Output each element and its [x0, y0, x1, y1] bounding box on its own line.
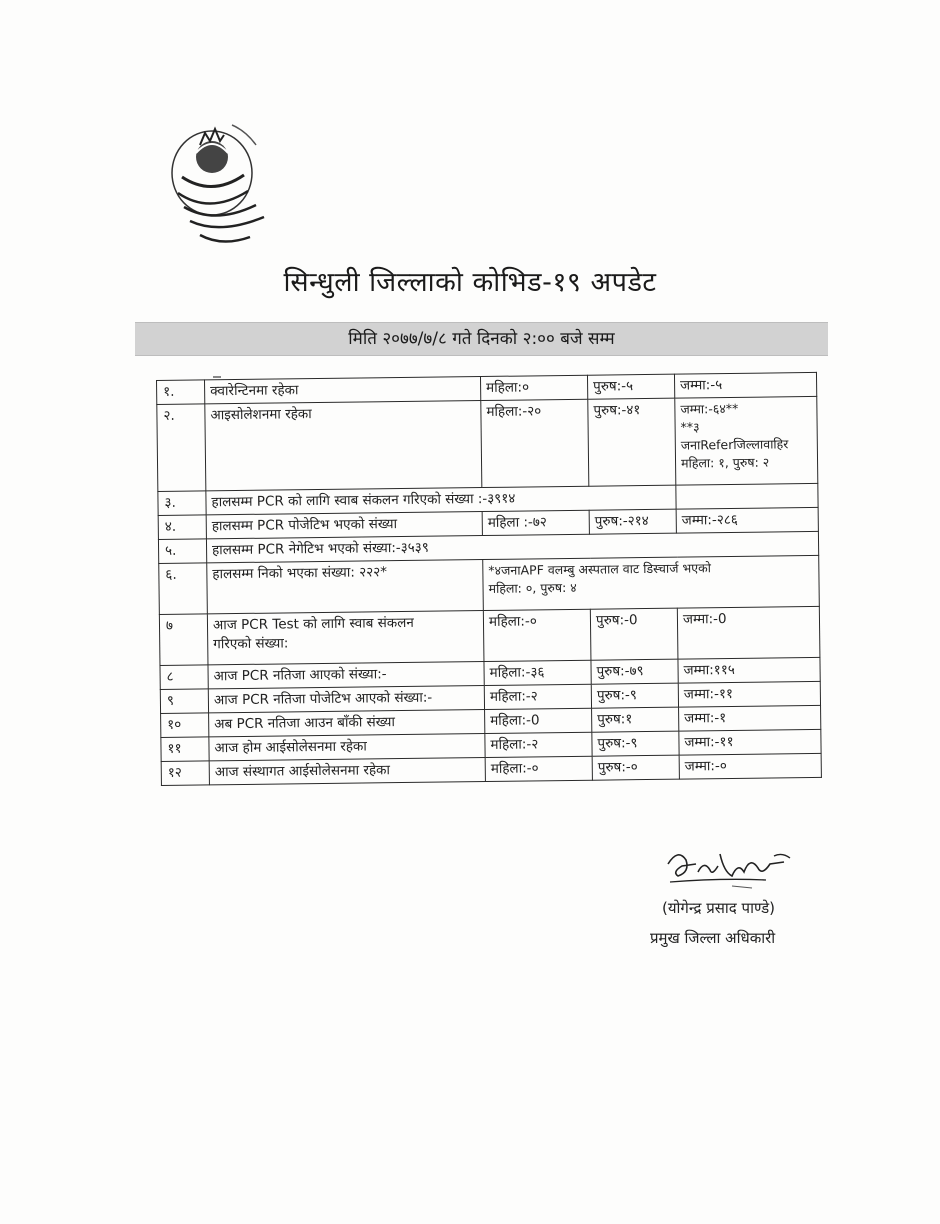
total-count: जम्मा:-० — [679, 753, 821, 779]
table-row — [159, 606, 820, 665]
total-count: जम्मा:-१ — [679, 705, 821, 731]
total-count: जम्मा:-२८६ — [676, 507, 818, 533]
scan-mark — [213, 376, 221, 378]
footnote-line: जनाReferजिल्लावाहिर — [680, 436, 789, 453]
footnote-line: *४जनाAPF वलम्बु अस्पताल वाट डिस्चार्ज भएको — [488, 560, 712, 578]
description-line: आज PCR Test को लागि स्वाब संकलन — [212, 614, 414, 634]
total-count: जम्मा:-0 — [677, 606, 820, 659]
row-description: क्वारेन्टिनमा रहेका — [205, 377, 481, 404]
row-description: हालसम्म निको भएका संख्या: २२२* — [207, 560, 484, 614]
date-line: मिति २०७७/७/८ गते दिनको २:०० बजे सम्म — [135, 322, 828, 356]
signatory-designation: प्रमुख जिल्ला अधिकारी — [650, 929, 776, 947]
row-number: १२ — [161, 761, 209, 786]
government-seal — [160, 115, 284, 265]
row-number: ४. — [158, 515, 206, 540]
row-description: अब PCR नतिजा आउन बाँकी संख्या — [209, 710, 485, 737]
female-count: महिला:-२० — [481, 399, 589, 487]
male-count: पुरुष:१ — [592, 707, 679, 732]
male-count: पुरुष:-0 — [590, 608, 678, 660]
row-number: ७ — [159, 614, 208, 666]
footnote-cell — [483, 555, 820, 610]
male-count: पुरुष:-४१ — [588, 398, 676, 486]
row-number: ५. — [158, 539, 206, 564]
description-line: गरिएको संख्या: — [213, 635, 289, 653]
male-count: पुरुष:-९ — [591, 683, 678, 708]
document-title: सिन्धुली जिल्लाको कोभिड-१९ अपडेट — [283, 267, 657, 298]
row-number: ८ — [160, 665, 208, 690]
signatory-name: (योगेन्द्र प्रसाद पाण्डे) — [662, 899, 775, 917]
female-count: महिला:-० — [485, 756, 592, 781]
male-count: पुरुष:-० — [592, 755, 679, 780]
total-count: जम्मा:-५ — [674, 372, 816, 398]
female-count: महिला:-२ — [484, 684, 591, 709]
row-description: आज PCR नतिजा पोजेटिभ आएको संख्या:- — [208, 686, 484, 713]
footnote-line: महिला: १, पुरुष: २ — [680, 454, 770, 471]
row-description: हालसम्म PCR को लागि स्वाब संकलन गरिएको संख्या :-३९१४ — [206, 485, 676, 515]
female-count: महिला:-0 — [485, 708, 592, 733]
total-count: जम्मा:-११ — [679, 729, 821, 755]
row-description: आज संस्थागत आईसोलेसनमा रहेका — [209, 758, 485, 785]
empty-cell — [676, 483, 818, 509]
row-number: ६. — [159, 563, 208, 615]
male-count: पुरुष:-७९ — [591, 659, 678, 684]
handwritten-signature — [662, 842, 812, 892]
total-count: जम्मा:११५ — [678, 657, 820, 683]
female-count: महिला:-२ — [485, 732, 592, 757]
row-description: आज PCR नतिजा आएको संख्या:- — [208, 662, 484, 689]
row-description — [207, 611, 484, 665]
row-number: २. — [157, 404, 206, 492]
footnote-line: **३ — [680, 419, 700, 435]
row-number: १. — [157, 380, 205, 405]
table-row — [159, 555, 820, 614]
row-number: ३. — [158, 491, 206, 516]
row-number: १० — [161, 713, 209, 738]
row-description: आइसोलेशनमा रहेका — [205, 401, 482, 491]
row-description: आज होम आईसोलेसनमा रहेका — [209, 734, 485, 761]
row-description: हालसम्म PCR नेगेटिभ भएको संख्या:-३५३९ — [206, 531, 818, 562]
female-count: महिला:-३६ — [484, 660, 591, 685]
row-number: ११ — [161, 737, 209, 762]
total-count — [675, 396, 818, 485]
male-count: पुरुष:-२१४ — [589, 509, 676, 534]
female-count: महिला :-७२ — [482, 510, 589, 535]
male-count: पुरुष:-५ — [587, 374, 674, 399]
row-number: ९ — [160, 689, 208, 714]
female-count: महिला:० — [480, 375, 587, 400]
total-count: जम्मा:-११ — [678, 681, 820, 707]
total-value: जम्मा:-६४** — [680, 400, 739, 417]
footnote-line: महिला: ०, पुरुष: ४ — [488, 579, 577, 596]
table-row — [157, 396, 818, 491]
female-count: महिला:-० — [483, 609, 591, 661]
row-description: हालसम्म PCR पोजेटिभ भएको संख्या — [206, 512, 482, 539]
covid-stats-table — [156, 372, 815, 786]
male-count: पुरुष:-९ — [592, 731, 679, 756]
